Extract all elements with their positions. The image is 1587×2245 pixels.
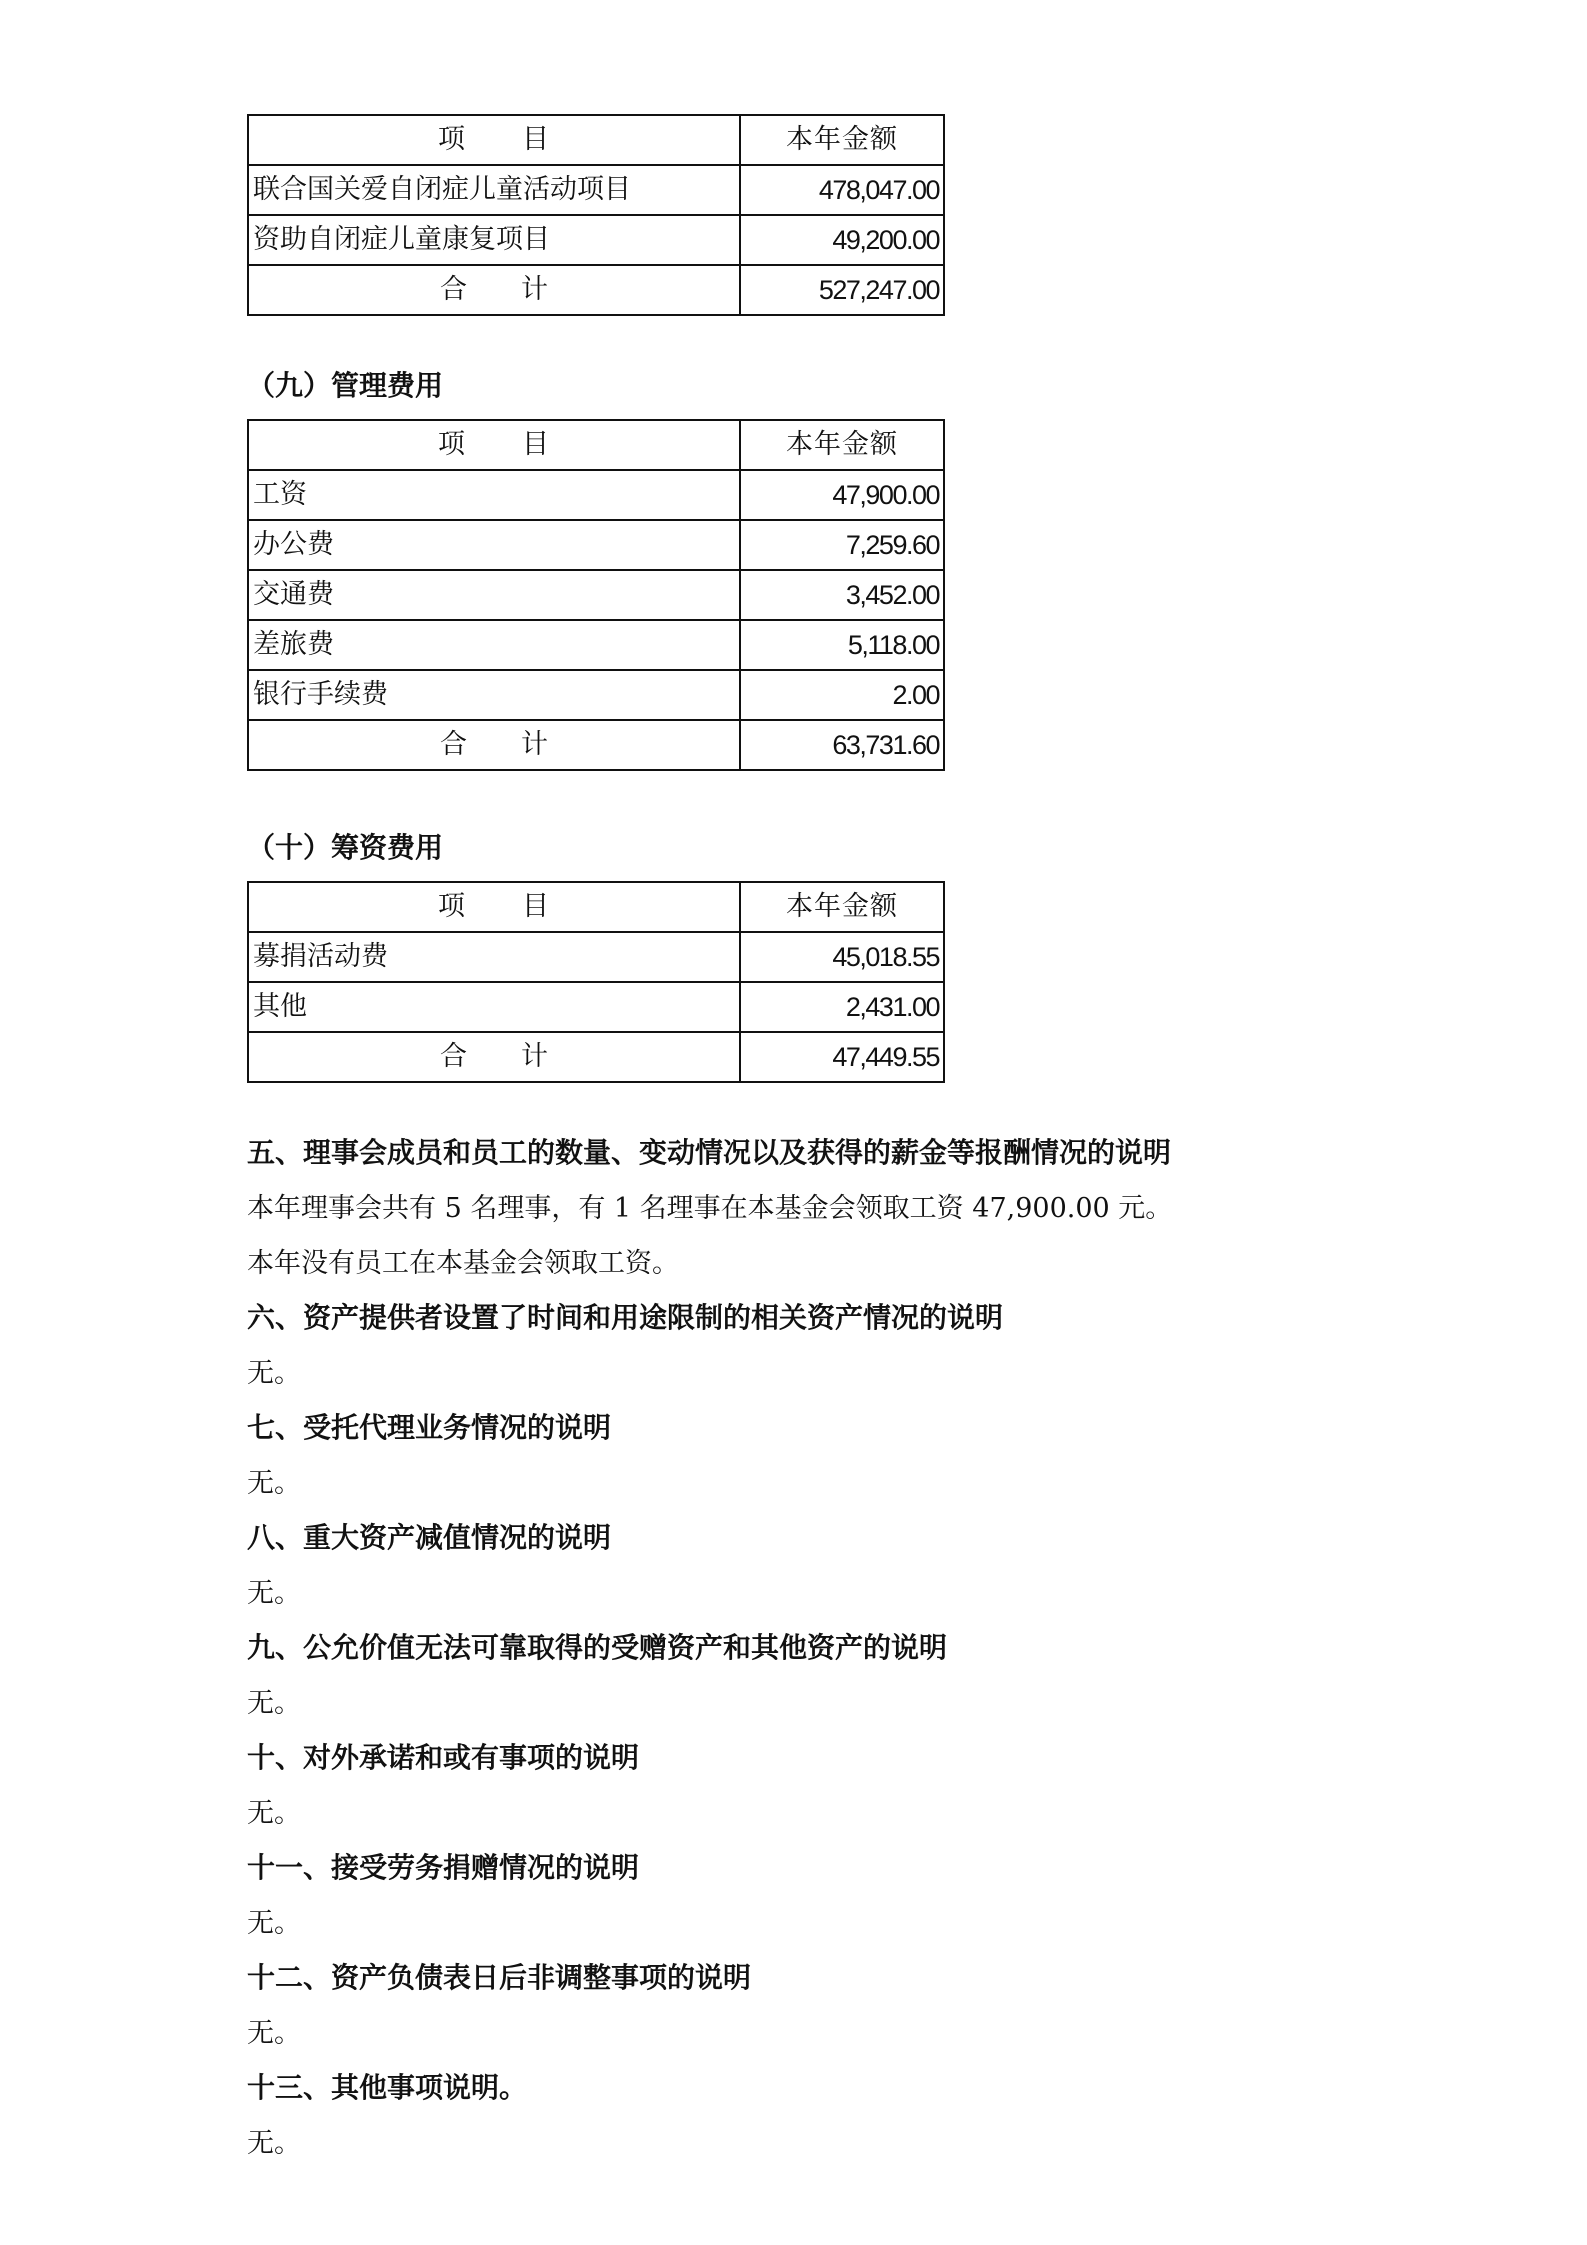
row-amount: 5,118.00 [740,620,944,670]
row-amount: 3,452.00 [740,570,944,620]
project-expense-table [247,114,945,316]
note-7-title: 七、受托代理业务情况的说明 [247,1411,612,1444]
note-5-line-2: 本年没有员工在本基金会领取工资。 [247,1248,679,1279]
row-amount: 45,018.55 [740,932,944,982]
table-row [248,982,944,1032]
table-row [248,470,944,520]
note-5-title: 五、理事会成员和员工的数量、变动情况以及获得的薪金等报酬情况的说明 [247,1136,1172,1169]
row-amount: 7,259.60 [740,520,944,570]
note-9-title: 九、公允价值无法可靠取得的受赠资产和其他资产的说明 [247,1631,948,1664]
fundraising-expense-table [247,881,945,1083]
column-header-item: 项 目 [248,115,740,165]
note-13-title: 十三、其他事项说明。 [247,2071,528,2104]
row-item: 差旅费 [248,620,740,670]
total-amount: 63,731.60 [740,720,944,770]
table-row [248,620,944,670]
total-label: 合 计 [248,1032,740,1082]
table-header-row [248,420,944,470]
note-6-body: 无。 [247,1358,301,1389]
table-row [248,670,944,720]
table-total-row [248,265,944,315]
note-8-title: 八、重大资产减值情况的说明 [247,1521,612,1554]
note-12-body: 无。 [247,2018,301,2049]
table-total-row [248,1032,944,1082]
note-7-body: 无。 [247,1468,301,1499]
note-10-body: 无。 [247,1798,301,1829]
row-amount: 49,200.00 [740,215,944,265]
table-row [248,520,944,570]
column-header-item: 项 目 [248,882,740,932]
row-amount: 2,431.00 [740,982,944,1032]
note-8-body: 无。 [247,1578,301,1609]
row-item: 其他 [248,982,740,1032]
table-row [248,215,944,265]
table-header-row [248,115,944,165]
total-amount: 527,247.00 [740,265,944,315]
note-10-title: 十、对外承诺和或有事项的说明 [247,1741,640,1774]
row-item: 交通费 [248,570,740,620]
table-row [248,932,944,982]
table-row [248,165,944,215]
row-item: 募捐活动费 [248,932,740,982]
row-amount: 2.00 [740,670,944,720]
table-total-row [248,720,944,770]
row-item: 工资 [248,470,740,520]
total-label: 合 计 [248,720,740,770]
note-11-body: 无。 [247,1908,301,1939]
row-item: 资助自闭症儿童康复项目 [248,215,740,265]
row-amount: 478,047.00 [740,165,944,215]
row-item: 联合国关爱自闭症儿童活动项目 [248,165,740,215]
total-amount: 47,449.55 [740,1032,944,1082]
note-5-line-1: 本年理事会共有 5 名理事，有 1 名理事在本基金会领取工资 47,900.00 元。 [247,1193,1173,1224]
table-row [248,570,944,620]
note-13-body: 无。 [247,2128,301,2159]
section-title-management-expenses: （九）管理费用 [247,369,444,402]
row-amount: 47,900.00 [740,470,944,520]
note-6-title: 六、资产提供者设置了时间和用途限制的相关资产情况的说明 [247,1301,1004,1334]
column-header-amount: 本年金额 [740,882,944,932]
row-item: 银行手续费 [248,670,740,720]
column-header-amount: 本年金额 [740,420,944,470]
management-expense-table [247,419,945,771]
note-11-title: 十一、接受劳务捐赠情况的说明 [247,1851,640,1884]
table-header-row [248,882,944,932]
column-header-amount: 本年金额 [740,115,944,165]
column-header-item: 项 目 [248,420,740,470]
note-9-body: 无。 [247,1688,301,1719]
note-12-title: 十二、资产负债表日后非调整事项的说明 [247,1961,752,1994]
total-label: 合 计 [248,265,740,315]
row-item: 办公费 [248,520,740,570]
section-title-fundraising-expenses: （十）筹资费用 [247,831,444,864]
